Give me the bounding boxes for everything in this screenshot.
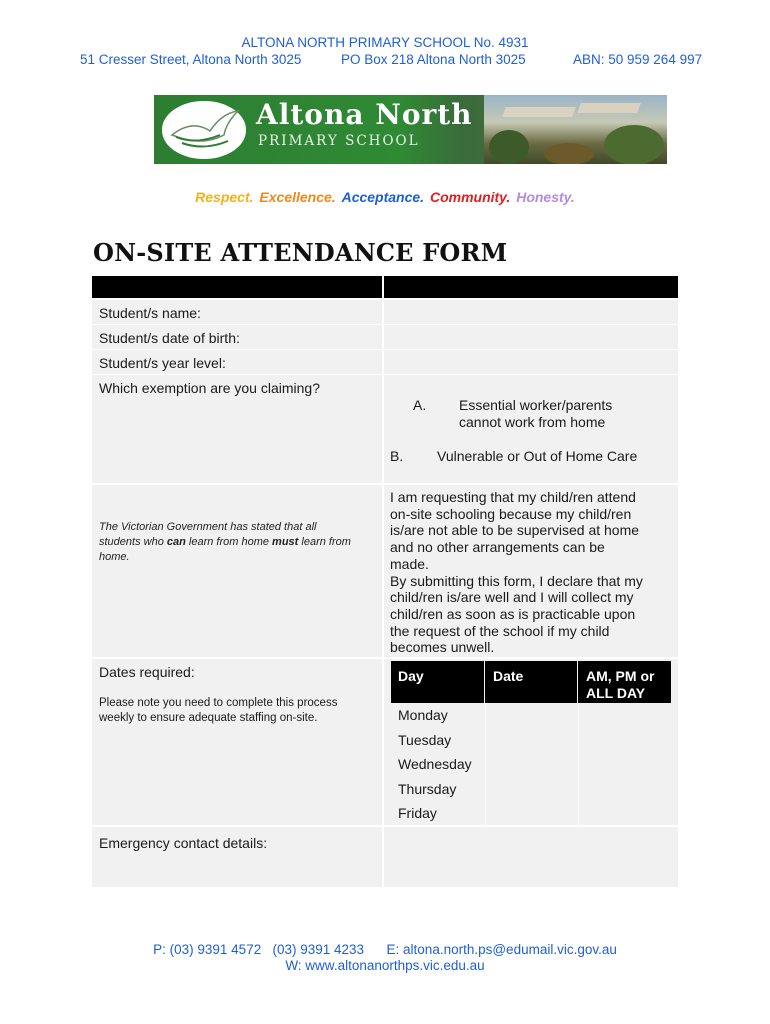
- option-a-letter: A.: [413, 397, 427, 413]
- govt-note: The Victorian Government has stated that all students who can learn from home must learn from home.: [99, 521, 351, 563]
- option-a-line-1[interactable]: Essential worker/parents: [459, 397, 613, 413]
- days-header-day: Day: [391, 661, 484, 703]
- date-field-monday[interactable]: [486, 705, 577, 729]
- abn: ABN: 50 959 264 997: [573, 52, 703, 67]
- days-header-session: AM, PM or ALL DAY: [578, 661, 671, 703]
- day-label-thursday: Thursday: [398, 780, 457, 797]
- school-values: [0, 189, 770, 205]
- declaration-text: [390, 489, 676, 656]
- table-header-right: [384, 276, 678, 298]
- day-label-tuesday: Tuesday: [398, 731, 452, 748]
- street-address: 51 Cresser Street, Altona North 3025: [80, 52, 302, 67]
- option-b-text[interactable]: Vulnerable or Out of Home Care: [437, 448, 638, 464]
- declaration-line: made.: [390, 555, 429, 572]
- value-respect: Respect.: [195, 189, 254, 205]
- emergency-contact-field[interactable]: [384, 827, 678, 887]
- value-excellence: Excellence.: [259, 189, 336, 205]
- banner-title: Altona North: [256, 98, 473, 131]
- dob-field[interactable]: [384, 325, 678, 349]
- student-name-label: Student/s name:: [99, 305, 201, 321]
- table-header-left: [92, 276, 382, 298]
- value-honesty: Honesty.: [516, 189, 575, 205]
- footer-contact: P: (03) 9391 4572 (03) 9391 4233 E: altona.north.ps@edumail.vic.gov.au: [153, 942, 617, 957]
- session-field-thursday[interactable]: [579, 779, 671, 803]
- declaration-line: child/ren is/are well and I will collect my: [390, 589, 634, 606]
- left-cell-govt-note: [92, 485, 382, 657]
- student-name-field[interactable]: [384, 300, 678, 324]
- date-field-wednesday[interactable]: [486, 754, 577, 778]
- day-label-monday: Monday: [398, 707, 448, 723]
- dates-label: Dates required:: [99, 664, 195, 680]
- declaration-line: becomes unwell.: [390, 639, 495, 656]
- value-community: Community.: [429, 189, 511, 205]
- declaration-line: on-site schooling because my child/ren: [390, 505, 632, 522]
- days-header-date: Date: [485, 661, 577, 703]
- po-box: PO Box 218 Altona North 3025: [341, 52, 526, 67]
- form-title: ON-SITE ATTENDANCE FORM: [93, 238, 508, 267]
- dob-label: Student/s date of birth:: [99, 330, 240, 346]
- session-field-tuesday[interactable]: [579, 730, 671, 754]
- option-b-letter: B.: [390, 448, 404, 464]
- dates-note-line-2: weekly to ensure adequate staffing on-site.: [99, 712, 318, 724]
- school-logo-icon: [162, 101, 246, 159]
- left-cell-dates: [92, 659, 382, 825]
- declaration-line: child/ren as soon as is practicable upon: [390, 605, 636, 622]
- date-field-friday[interactable]: [486, 803, 577, 827]
- banner-subtitle: PRIMARY SCHOOL: [258, 133, 420, 149]
- school-photo: [484, 95, 667, 164]
- option-a-line-2[interactable]: cannot work from home: [459, 414, 606, 430]
- declaration-line: I am requesting that my child/ren attend: [390, 489, 636, 505]
- day-label-wednesday: Wednesday: [398, 756, 472, 772]
- date-field-thursday[interactable]: [486, 779, 577, 803]
- year-level-label: Student/s year level:: [99, 355, 226, 371]
- footer-website: W: www.altonanorthps.vic.edu.au: [285, 958, 485, 973]
- session-field-monday[interactable]: [579, 705, 671, 729]
- value-acceptance: Acceptance.: [341, 189, 425, 205]
- year-level-field[interactable]: [384, 350, 678, 374]
- declaration-line: is/are not able to be supervised at home: [390, 522, 640, 539]
- school-banner: [154, 95, 667, 164]
- emergency-label: Emergency contact details:: [99, 835, 268, 851]
- session-field-wednesday[interactable]: [579, 754, 671, 778]
- declaration-line: By submitting this form, I declare that my: [390, 572, 643, 589]
- dates-note-line-1: Please note you need to complete this process: [99, 697, 338, 709]
- declaration-line: the request of the school if my child: [390, 622, 610, 639]
- session-field-friday[interactable]: [579, 803, 671, 827]
- exemption-label: Which exemption are you claiming?: [99, 380, 320, 396]
- school-name: ALTONA NORTH PRIMARY SCHOOL No. 4931: [241, 35, 529, 50]
- date-field-tuesday[interactable]: [486, 730, 577, 754]
- day-label-friday: Friday: [398, 805, 437, 821]
- declaration-line: and no other arrangements can be: [390, 539, 605, 556]
